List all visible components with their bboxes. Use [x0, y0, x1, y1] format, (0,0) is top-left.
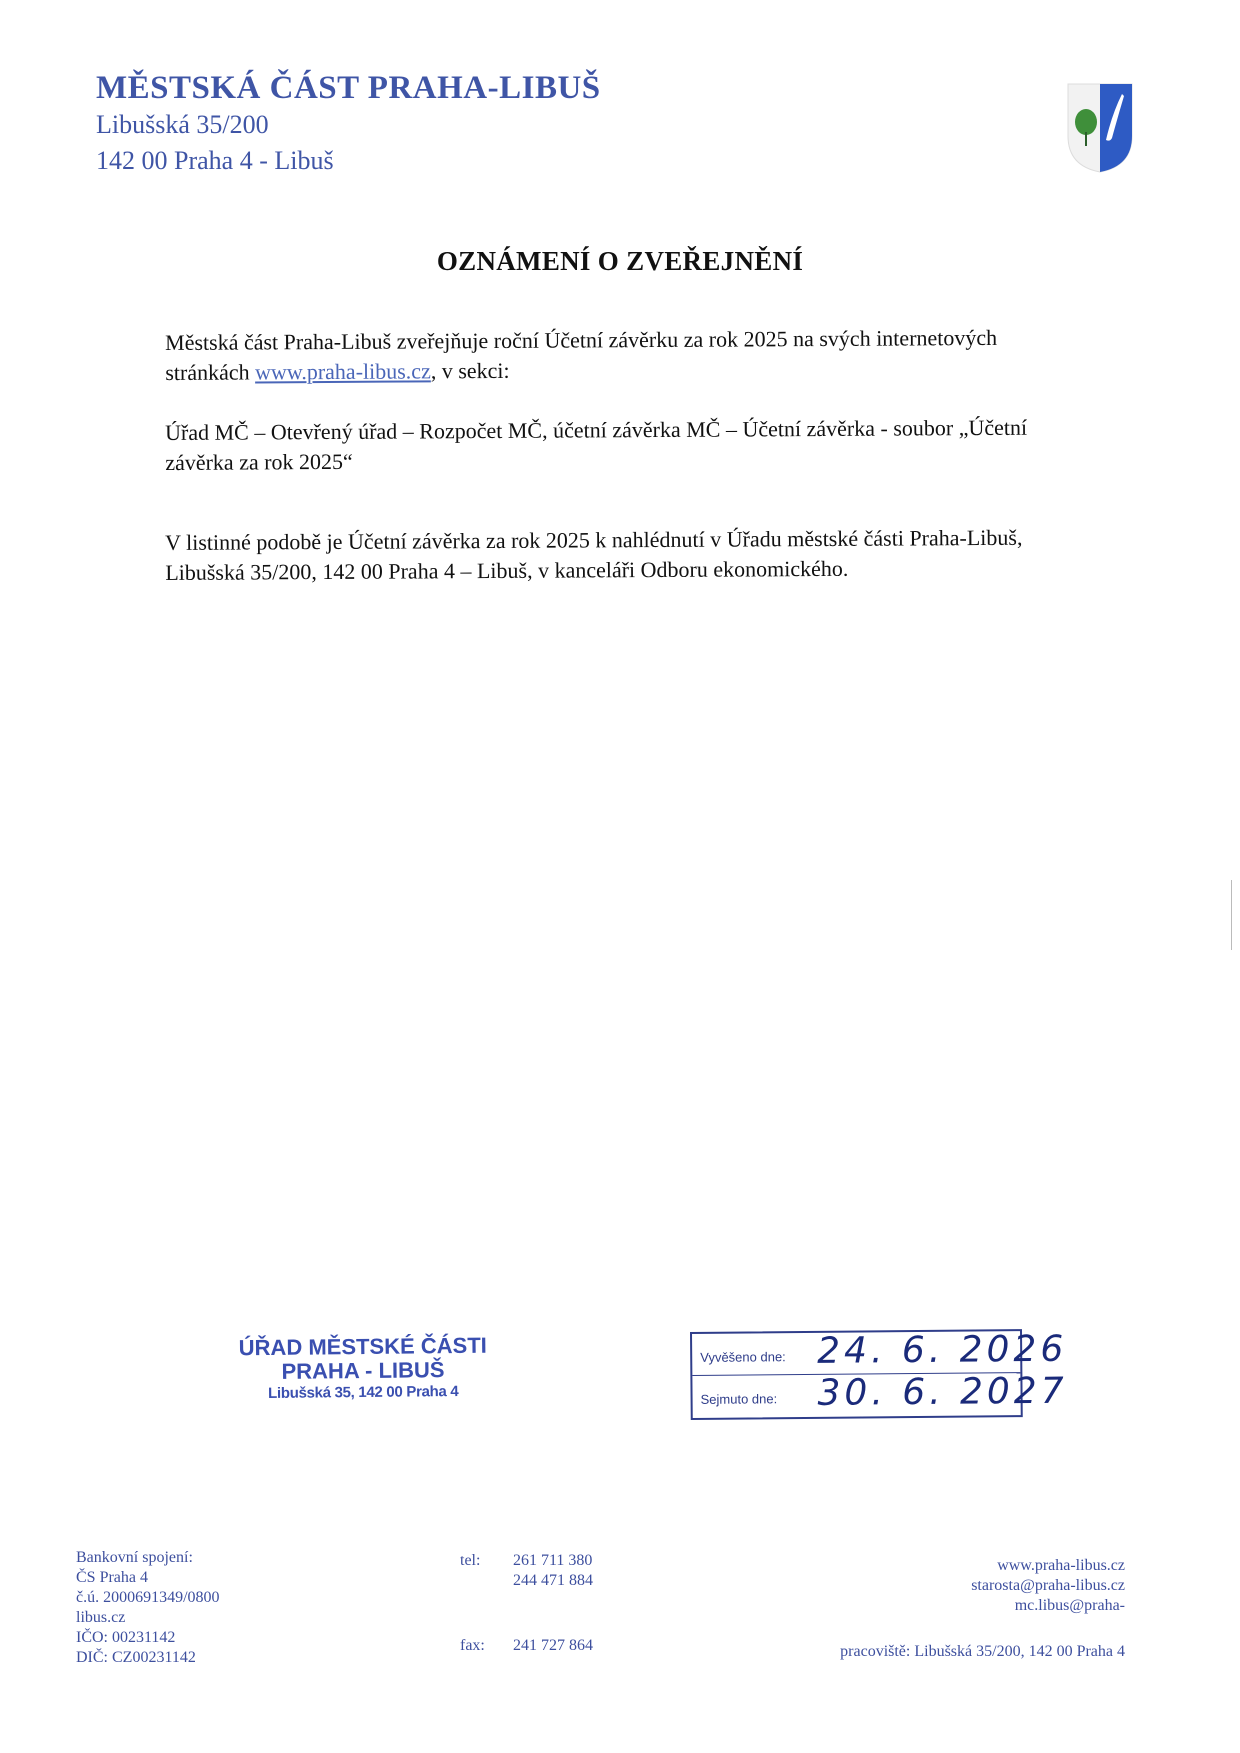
posting-record-box — [690, 1328, 1068, 1420]
paragraph-line: Městská část Praha-Libuš zveřejňuje roční Účetní závěrku za rok 2025 na svých internetových — [165, 324, 998, 355]
stamp-line: PRAHA - LIBUŠ — [281, 1357, 445, 1384]
phone-number: 261 711 380 — [513, 1552, 593, 1569]
footer-contacts — [880, 1556, 1125, 1616]
footer-phones — [513, 1551, 593, 1591]
paragraph-line: V listinné podobě je Účetní závěrka za rok 2025 k nahlédnutí v Úřadu městské části Praha-Libuš, — [165, 524, 1023, 555]
website-link[interactable]: www.praha-libus.cz — [254, 358, 431, 385]
municipality-name: MĚSTSKÁ ČÁST PRAHA-LIBUŠ — [96, 70, 601, 106]
dic-number: DIČ: CZ00231142 — [76, 1649, 196, 1666]
tel-label: tel: — [460, 1552, 481, 1569]
footer-website: www.praha-libus.cz — [997, 1557, 1125, 1574]
footer-email: starosta@praha-libus.cz — [971, 1577, 1125, 1594]
stamp-address: Libušská 35, 142 00 Praha 4 — [267, 1383, 459, 1402]
bank-account: č.ú. 2000691349/0800 — [76, 1589, 220, 1606]
paragraph-line: závěrka za rok 2025“ — [165, 448, 353, 475]
letterhead-address-street: Libušská 35/200 — [96, 110, 269, 139]
paragraph-line: Libušská 35/200, 142 00 Praha 4 – Libuš, v kanceláři Odboru ekonomického. — [165, 555, 849, 585]
paragraph-text: stránkách — [165, 359, 256, 385]
footer-bank-info — [76, 1548, 220, 1668]
removed-label: Sejmuto dne: — [700, 1391, 778, 1407]
coat-of-arms-icon — [1064, 80, 1136, 174]
fax-number: 241 727 864 — [513, 1637, 593, 1654]
paragraph-line — [165, 352, 1140, 388]
ico-number: IČO: 00231142 — [76, 1629, 176, 1646]
posted-row — [692, 1328, 1068, 1376]
document-title: OZNÁMENÍ O ZVEŘEJNĚNÍ — [436, 246, 804, 276]
footer-workplace: pracoviště: Libušská 35/200, 142 00 Praha 4 — [840, 1643, 1125, 1660]
phone-number: 244 471 884 — [513, 1572, 593, 1589]
removed-date: 30. 6. 2027 — [817, 1370, 1068, 1414]
letterhead-address-city: 142 00 Praha 4 - Libuš — [96, 146, 334, 175]
removed-row — [692, 1370, 1068, 1417]
paragraph-paper-copy — [165, 522, 1140, 588]
office-stamp — [228, 1334, 499, 1405]
fax-label: fax: — [460, 1637, 485, 1654]
bank-label: Bankovní spojení: — [76, 1549, 193, 1566]
bank-name: ČS Praha 4 — [76, 1569, 148, 1586]
stamp-line: ÚŘAD MĚSTSKÉ ČÁSTI — [238, 1332, 487, 1361]
paragraph-section-path — [165, 412, 1140, 478]
email-continuation: libus.cz — [76, 1609, 126, 1626]
posted-label: Vyvěšeno dne: — [700, 1349, 786, 1365]
footer-email: mc.libus@praha- — [1014, 1597, 1125, 1614]
paragraph-text: , v sekci: — [430, 357, 510, 384]
paragraph-publication — [165, 322, 1140, 388]
paragraph-line: Úřad MČ – Otevřený úřad – Rozpočet MČ, účetní závěrka MČ – Účetní závěrka - soubor „Účetní — [165, 414, 1028, 445]
scan-edge-line — [1231, 880, 1232, 950]
posted-date: 24. 6. 2026 — [816, 1328, 1068, 1372]
